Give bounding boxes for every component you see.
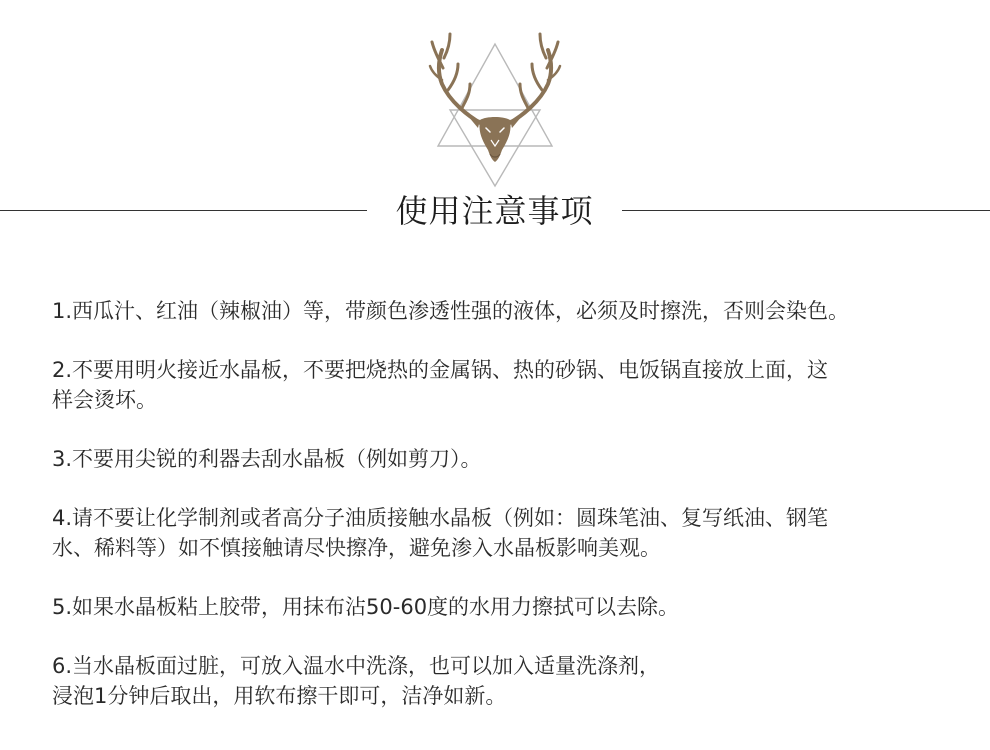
note-item [52,355,962,415]
note-item [52,444,962,474]
note-text-line: 3.不要用尖锐的利器去刮水晶板（例如剪刀）。 [52,447,482,471]
note-item [52,592,962,622]
note-text-line: 浸泡1分钟后取出，用软布擦干即可，洁净如新。 [52,684,507,708]
note-text-line: 样会烫坏。 [52,388,157,412]
page-title: 使用注意事项 [395,192,594,230]
note-item [52,296,962,326]
title-divider-left [0,210,367,211]
note-text-line: 1.西瓜汁、红油（辣椒油）等，带颜色渗透性强的液体，必须及时擦洗，否则会染色。 [52,299,850,323]
note-text-line: 5.如果水晶板粘上胶带，用抹布沾50-60度的水用力擦拭可以去除。 [52,595,680,619]
note-text-line: 6.当水晶板面过脏，可放入温水中洗涤，也可以加入适量洗涤剂， [52,654,661,678]
notes-list [52,296,962,740]
note-item [52,651,962,711]
note-text-line: 4.请不要让化学制剂或者高分子油质接触水晶板（例如：圆珠笔油、复写纸油、钢笔 [52,506,829,530]
note-text-line: 2.不要用明火接近水晶板，不要把烧热的金属锅、热的砂锅、电饭锅直接放上面，这 [52,358,829,382]
section-title-row [0,188,990,234]
note-text-line: 水、稀料等）如不慎接触请尽快擦净，避免渗入水晶板影响美观。 [52,536,661,560]
title-divider-right [622,210,990,211]
deer-antler-triangle-logo-icon [428,28,562,188]
note-item [52,503,962,563]
